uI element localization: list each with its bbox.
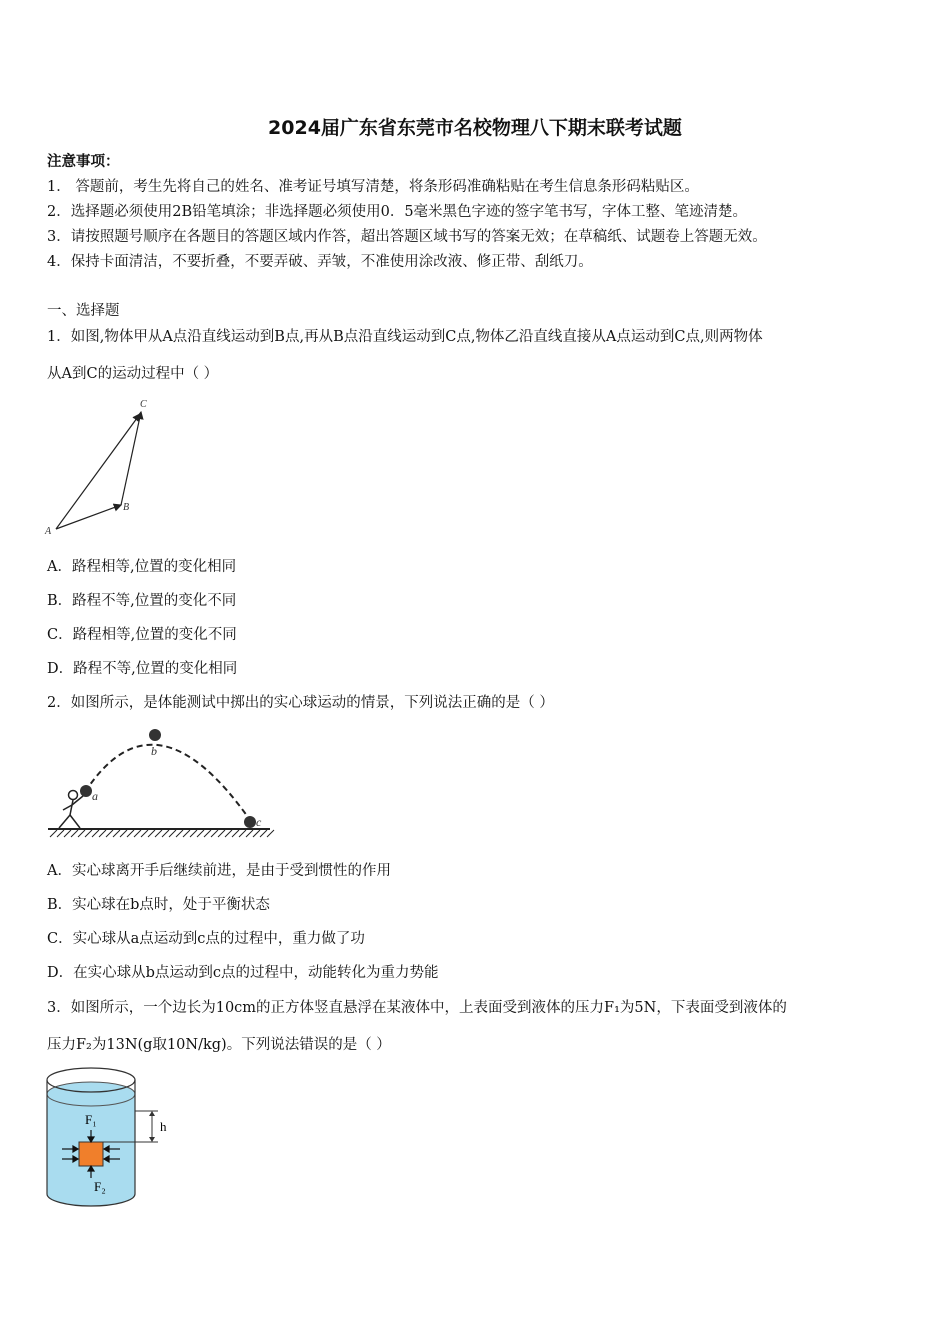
label-c: c	[256, 815, 262, 829]
label-a: a	[92, 789, 98, 803]
label-c: C	[140, 399, 147, 410]
q2-option-d: D．在实心球从b点运动到c点的过程中，动能转化为重力势能	[47, 965, 439, 981]
q3-stem-line1: 3．如图所示，一个边长为10cm的正方体竖直悬浮在某液体中，上表面受到液体的压力F₁为5N，下表面受到液体的	[47, 1000, 787, 1016]
notice-item: 2．选择题必须使用2B铅笔填涂；非选择题必须使用0．5毫米黑色字迹的签字笔书写，字体工整、笔迹清楚。	[47, 204, 748, 220]
label-b: B	[123, 502, 130, 513]
label-f1: F₁	[85, 1112, 97, 1127]
q1-option-b: B．路程不等,位置的变化不同	[47, 593, 237, 609]
ball-at-c	[244, 816, 256, 828]
q2-option-b: B．实心球在b点时，处于平衡状态	[47, 897, 270, 913]
q3-stem-line2: 压力F₂为13N(g取10N/kg)。下列说法错误的是（ ）	[47, 1037, 391, 1053]
notice-item: 1． 答题前，考生先将自己的姓名、准考证号填写清楚，将条形码准确粘贴在考生信息条形码粘贴区。	[47, 179, 699, 195]
label-f2: F₂	[94, 1179, 106, 1194]
section-heading: 一、选择题	[47, 303, 120, 319]
q2-option-a: A．实心球离开手后继续前进，是由于受到惯性的作用	[47, 863, 391, 879]
q1-option-a: A．路程相等,位置的变化相同	[47, 559, 237, 575]
path-ab	[56, 505, 121, 529]
q3-cylinder-figure	[42, 1066, 182, 1216]
notice-item: 3．请按照题号顺序在各题目的答题区域内作答，超出答题区域书写的答案无效；在草稿纸、试题卷上答题无效。	[47, 229, 767, 245]
q1-stem-line2: 从A到C的运动过程中（ ）	[47, 366, 219, 382]
ball-at-a	[80, 785, 92, 797]
thrower-figure	[59, 791, 83, 829]
notice-item: 4．保持卡面清洁，不要折叠，不要弄破、弄皱，不准使用涂改液、修正带、刮纸刀。	[47, 254, 593, 270]
label-h: h	[160, 1119, 167, 1134]
q2-ball-figure	[45, 720, 275, 845]
ball-trajectory	[85, 745, 250, 820]
notice-heading: 注意事项：	[47, 153, 120, 170]
label-b: b	[151, 744, 157, 758]
label-a: A	[45, 526, 52, 537]
q1-option-c: C．路程相等,位置的变化不同	[47, 627, 237, 643]
q2-option-c: C．实心球从a点运动到c点的过程中，重力做了功	[47, 931, 365, 947]
q1-path-figure	[40, 392, 170, 542]
page-title: 2024届广东省东莞市名校物理八下期末联考试题	[268, 117, 682, 139]
ball-at-b	[149, 729, 161, 741]
cube	[79, 1142, 103, 1166]
liquid-surface	[47, 1082, 135, 1106]
q1-stem-line1: 1．如图,物体甲从A点沿直线运动到B点,再从B点沿直线运动到C点,物体乙沿直线直接从A点运动到C点,则两物体	[47, 329, 763, 345]
ground-hatching	[50, 830, 274, 837]
q1-option-d: D．路程不等,位置的变化相同	[47, 661, 238, 677]
q2-stem: 2．如图所示，是体能测试中掷出的实心球运动的情景，下列说法正确的是（ ）	[47, 695, 554, 711]
